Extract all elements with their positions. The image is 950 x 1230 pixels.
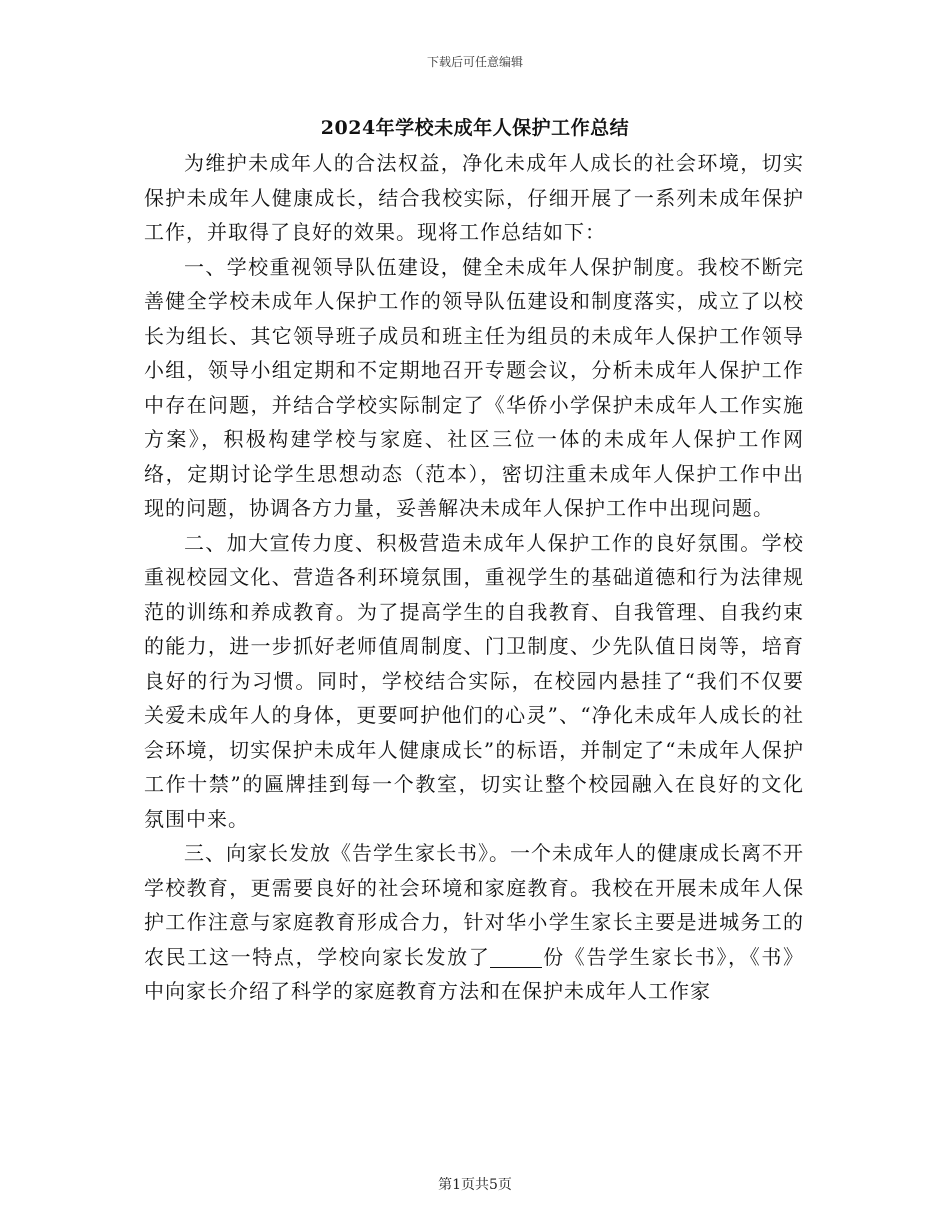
paragraph-section-2: 二、加大宣传力度、积极营造未成年人保护工作的良好氛围。学校重视校园文化、营造各利环境氛围，重视学生的基础道德和行为法律规范的训练和养成教育。为了提高学生的自我教育、自我管理、自我约束的能力，进一步抓好老师值周制度、门卫制度、少先队值日岗等，培育良好的行为习惯。同时，学校结合实际，在校园内悬挂了“我们不仅要关爱未成年人的身体，更要呵护他们的心灵”、“净化未成年人成长的社会环境，切实保护未成年人健康成长”的标语，并制定了“未成年人保护工作十禁”的匾牌挂到每一个教室，切实让整个校园融入在良好的文化氛围中来。: [144, 530, 804, 831]
page-number: 第1页共5页: [438, 1177, 512, 1193]
paragraph-intro: 为维护未成年人的合法权益，净化未成年人成长的社会环境，切实保护未成年人健康成长，结合我校实际，仔细开展了一系列未成年保护工作，并取得了良好的效果。现将工作总结如下：: [144, 151, 804, 244]
fill-in-blank: [490, 947, 542, 968]
paragraph-section-3: [144, 836, 804, 1009]
paragraph-section-3-part-2: 份《告学生家长书》，《书》中向家长介绍了科学的家庭教育方法和在保护未成年人工作家: [144, 944, 805, 1003]
document-body: [144, 146, 804, 1009]
header-note: 下载后可任意编辑: [426, 55, 523, 69]
document-title: 2024年学校未成年人保护工作总结: [320, 117, 630, 139]
paragraph-section-3-part-1: 三、向家长发放《告学生家长书》。一个未成年人的健康成长离不开学校教育，更需要良好的社会环境和家庭教育。我校在开展未成年人保护工作注意与家庭教育形成合力，针对华小学生家长主要是进城务工的农民工这一特点，学校向家长发放了: [144, 841, 804, 969]
paragraph-section-1: 一、学校重视领导队伍建设，健全未成年人保护制度。我校不断完善健全学校未成年人保护工作的领导队伍建设和制度落实，成立了以校长为组长、其它领导班子成员和班主任为组员的未成年人保护工作领导小组，领导小组定期和不定期地召开专题会议，分析未成年人保护工作中存在问题，并结合学校实际制定了《华侨小学保护未成年人工作实施方案》，积极构建学校与家庭、社区三位一体的未成年人保护工作网络，定期讨论学生思想动态（范本），密切注重未成年人保护工作中出现的问题，协调各方力量，妥善解决未成年人保护工作中出现问题。: [144, 254, 804, 520]
